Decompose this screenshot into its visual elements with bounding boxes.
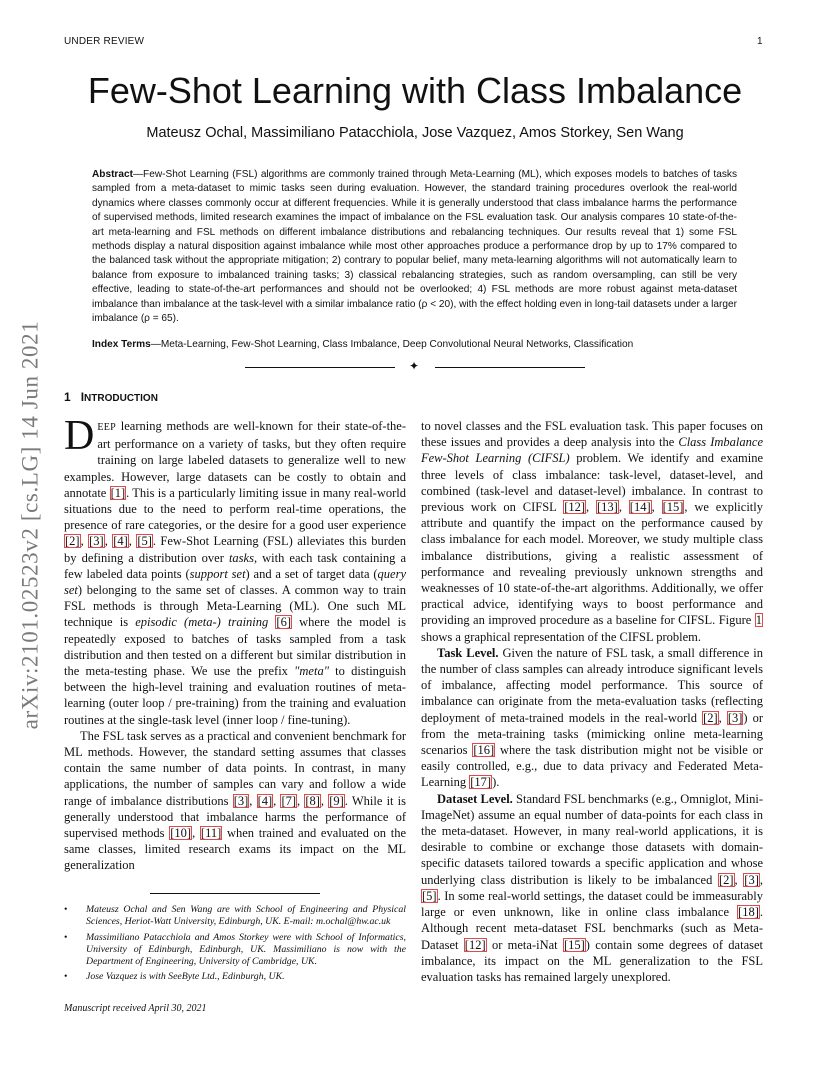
- text-run: . In some real-world settings, the dataset could be immeasurably large or even unknown, like in online class imbalance: [421, 888, 763, 920]
- dataset-level-paragraph: [421, 791, 763, 985]
- abstract-label: Abstract: [92, 169, 133, 180]
- section-separator: [245, 360, 585, 374]
- task-level-paragraph: [421, 645, 763, 791]
- section-heading: [64, 390, 158, 404]
- footnote-text: Massimiliano Patacchiola and Amos Storkey were with School of Informatics, University of Edinburgh, Edinburgh, UK. Massimiliano is now with the Department of Engineering, University of Cambridge, UK.: [86, 931, 406, 968]
- text-run: , with each task containing a few labeled data points (: [64, 550, 406, 581]
- citation-link[interactable]: [2]: [703, 710, 718, 725]
- separator-diamond-icon: ✦: [409, 359, 420, 373]
- text-run: problem. We identify and examine three levels of class imbalance: task-level, dataset-level, and combined (task-level and dataset-level) imbalance. In contrast to previous work on CIFSL: [421, 451, 763, 515]
- separator-line-right: [435, 367, 585, 368]
- text-run: ,: [128, 534, 137, 549]
- citation-link[interactable]: [3]: [233, 793, 249, 808]
- text-run: . While it is generally understood that imbalance harms the performance of supervised methods: [64, 793, 407, 841]
- text-run: ,: [651, 500, 662, 515]
- manuscript-date: Manuscript received April 30, 2021: [64, 1003, 207, 1014]
- section-number: 1: [64, 390, 71, 404]
- emphasis: tasks: [228, 550, 254, 565]
- text-run: ) and a set of target data (: [245, 566, 378, 581]
- citation-link[interactable]: [13]: [596, 500, 618, 515]
- paragraph-heading: Dataset Level.: [437, 791, 513, 806]
- citation-link[interactable]: [10]: [170, 826, 192, 841]
- text-run: ,: [320, 793, 329, 808]
- text-run: ,: [192, 826, 200, 841]
- text-run: . This is a particularly limiting issue in many real-world situations due to the need to perform real-time operations, the presence of rare categories, or the desire for a good user experience: [64, 485, 406, 533]
- section-title-rest: NTRODUCTION: [84, 393, 158, 404]
- running-head: UNDER REVIEW: [64, 36, 145, 47]
- text-run: ,: [718, 710, 727, 725]
- index-terms-label: Index Terms: [92, 339, 151, 350]
- paper-title: Few-Shot Learning with Class Imbalance: [87, 70, 743, 111]
- right-column: [421, 418, 763, 985]
- text-run: Given the nature of FSL task, a small difference in the number of class samples can already introduce significant levels of imbalance, affecting model performance. This source of imbalance can originate from the meta-evaluation tasks (reflecting deployment of meta-trained models in the real-world: [421, 645, 763, 725]
- text-run: ,: [618, 500, 629, 515]
- text-run: ) or from the meta-training tasks (mimicking online meta-learning scenarios: [421, 710, 764, 758]
- citation-link[interactable]: [2]: [65, 534, 80, 549]
- abstract: [92, 168, 737, 326]
- footnotes: [64, 904, 406, 987]
- section-title-initial: I: [80, 390, 85, 404]
- footnote-item: [64, 904, 406, 929]
- citation-link[interactable]: [1]: [110, 485, 126, 500]
- text-run: ,: [586, 500, 596, 515]
- arxiv-identifier: [12, 290, 48, 760]
- abstract-text: —Few-Shot Learning (FSL) algorithms are commonly trained through Meta-Learning (ML), which exposes models to batches of tasks sampled from a meta-dataset to mimic tasks seen during evaluation. However, the standard training procedures overlook the real-world dynamics where classes commonly occur at different frequencies. While it is generally understood that class imbalance harms the performance of supervised methods, limited research examines the impact of imbalance on the FSL evaluation task. Our analysis compares 10 state-of-the-art meta-learning and FSL methods on different imbalance distributions and rebalancing techniques. Our results reveal that 1) some FSL methods display a natural disposition against imbalance while most other approaches produce a performance drop by up to 17% compared to the balanced task without the appropriate mitigation; 2) contrary to popular belief, many meta-learning algorithms will not automatically learn to balance from exposure to imbalanced training tasks; 3) classical rebalancing strategies, such as random oversampling, can still be very effective, leading to state-of-the-art performances and should not be overlooked; 4) FSL methods are more robust against meta-dataset imbalance than imbalance at the task-level with a similar imbalance ratio (ρ < 20), with the effect holding even in long-tail datasets under a larger imbalance (ρ = 65).: [92, 169, 737, 325]
- intro-paragraph-2: [64, 728, 406, 874]
- citation-link[interactable]: [14]: [629, 500, 651, 515]
- bullet-icon: •: [64, 904, 68, 915]
- text-run: Standard FSL benchmarks (e.g., Omniglot, Mini-ImageNet) assume an equal number of data-points for each class in the meta-dataset. However, in many real-world applications, it is desirable to combine or exchange those datasets with domain-specific datasets tailored towards a specific application and whose underlying class distribution is likely to be imbalanced: [421, 791, 763, 887]
- footnote-text: Mateusz Ochal and Sen Wang are with School of Engineering and Physical Sciences, Heriot-Watt University, Edinburgh, UK. E-mail: m.ochal@hw.ac.uk: [86, 904, 406, 928]
- footnote-item: [64, 971, 406, 983]
- paragraph-heading: Task Level.: [437, 645, 499, 660]
- citation-link[interactable]: [16]: [473, 743, 495, 758]
- separator-line-left: [245, 367, 395, 368]
- text-run: ,: [104, 534, 113, 549]
- citation-link[interactable]: [9]: [329, 793, 344, 808]
- text-run: . Few-Shot Learning (FSL) alleviates this burden by defining a distribution over: [64, 534, 407, 565]
- footnote-rule: [150, 893, 320, 894]
- intro-paragraph-1: [64, 413, 407, 728]
- citation-link[interactable]: [17]: [470, 775, 492, 790]
- text-run: ,: [759, 872, 763, 887]
- text-run: ,: [273, 793, 281, 808]
- page-number: 1: [757, 36, 763, 47]
- citation-link[interactable]: [5]: [422, 888, 437, 903]
- intro-paragraph-3: [421, 418, 763, 645]
- drop-cap: D: [64, 413, 95, 459]
- citation-link[interactable]: [4]: [257, 793, 273, 808]
- footnote-text: Jose Vazquez is with SeeByte Ltd., Edinburgh, UK.: [86, 971, 285, 983]
- text-run: where the model is repeatedly exposed to batches of tasks sampled from a task distribution and then tested on a different but similar distribution in the meta-testing phase. We use the prefix: [64, 615, 406, 679]
- index-terms: [92, 338, 737, 352]
- citation-link[interactable]: [3]: [744, 872, 759, 887]
- citation-link[interactable]: [12]: [464, 937, 486, 952]
- text-run: . Although recent meta-dataset FSL benchmarks (such as Meta-Dataset: [421, 905, 763, 952]
- text-run: ).: [492, 775, 500, 790]
- figure-link[interactable]: 1: [755, 613, 762, 628]
- bullet-icon: •: [64, 971, 68, 983]
- emphasis: query set: [64, 566, 406, 598]
- citation-link[interactable]: [6]: [276, 615, 291, 630]
- text-run: ) contain some degrees of dataset imbalance, its impact on the ML generalization to the FSL evaluation tasks has remained largely unexplored.: [421, 937, 763, 984]
- citation-link[interactable]: [3]: [727, 710, 743, 725]
- citation-link[interactable]: [15]: [563, 937, 585, 952]
- text-run: The FSL task serves as a practical and convenient benchmark for ML methods. However, the standard setting assumes that classes contain the same number of data points. In contrast, in many applications, the number of samples can vary and follow a wide range of imbalance distributions: [64, 728, 406, 808]
- citation-link[interactable]: [7]: [281, 793, 297, 808]
- bullet-icon: •: [64, 931, 68, 943]
- citation-link[interactable]: [11]: [200, 826, 222, 841]
- citation-link[interactable]: [3]: [89, 534, 104, 549]
- text-run: ,: [297, 793, 305, 808]
- index-terms-text: —Meta-Learning, Few-Shot Learning, Class Imbalance, Deep Convolutional Neural Networks, Classification: [150, 339, 634, 350]
- text-run: ) belonging to the same set of classes. A common way to train FSL methods is through Meta-Learning (ML). One such ML technique is: [64, 583, 406, 630]
- citation-link[interactable]: [5]: [137, 534, 152, 549]
- text-run: or meta-iNat: [486, 937, 563, 952]
- citation-link[interactable]: [12]: [564, 500, 586, 515]
- footnote-item: [64, 932, 406, 969]
- emphasis: "meta": [294, 664, 329, 679]
- text-run: when trained and evaluated on the same classes, limited research exams its impact on the ML generalization: [64, 826, 406, 873]
- citation-link[interactable]: [8]: [305, 793, 320, 808]
- citation-link[interactable]: [18]: [738, 905, 759, 920]
- emphasis: support set: [189, 566, 246, 581]
- first-word-rest: EEP: [97, 422, 117, 433]
- text-run: to novel classes and the FSL evaluation task. This paper focuses on these issues and provides a deep analysis into the: [421, 419, 763, 450]
- citation-link[interactable]: [15]: [662, 500, 684, 515]
- text-run: ,: [80, 534, 89, 549]
- citation-link[interactable]: [2]: [718, 872, 734, 887]
- text-run: learning methods are well-known for their state-of-the-art performance on a variety of tasks, but they often require training on large labeled datasets to generalize well to new examples. However, large datasets can be costly to obtain and annotate: [64, 419, 406, 500]
- arxiv-identifier-text: arXiv:2101.02523v2 [cs.LG] 14 Jun 2021: [17, 320, 42, 730]
- citation-link[interactable]: [4]: [113, 534, 128, 549]
- text-run: where the task distribution might not be visible or easily controlled, e.g., due to data privacy and Federated Meta-Learning: [421, 743, 763, 790]
- left-column: [64, 413, 407, 874]
- text-run: ,: [249, 793, 257, 808]
- author-list: Mateusz Ochal, Massimiliano Patacchiola, Jose Vazquez, Amos Storkey, Sen Wang: [146, 125, 684, 141]
- text-run: to distinguish between the high-level training and evaluation routines of meta-learning (outer loop / pre-training) from the training and evaluation routines at the single-task level (inner loop / fine-tuning).: [64, 664, 407, 727]
- emphasis: episodic (meta-) training: [135, 615, 269, 630]
- text-run: ,: [734, 872, 744, 887]
- text-run: , we explicitly attribute and quantify the impact on the performance caused by class imbalance for each model. Moreover, we study multiple class imbalance distributions, giving a realistic assessment of performance and revealing previously unknown strengths and weaknesses of 10 state-of-the-art algorithms. Additionally, we offer practical advice, identifying ways to boost performance and providing an improved procedure as a baseline for CIFSL. Figure: [421, 500, 763, 628]
- text-run: shows a graphical representation of the CIFSL problem.: [421, 629, 702, 644]
- emphasis: Class Imbalance Few-Shot Learning (CIFSL): [421, 435, 763, 466]
